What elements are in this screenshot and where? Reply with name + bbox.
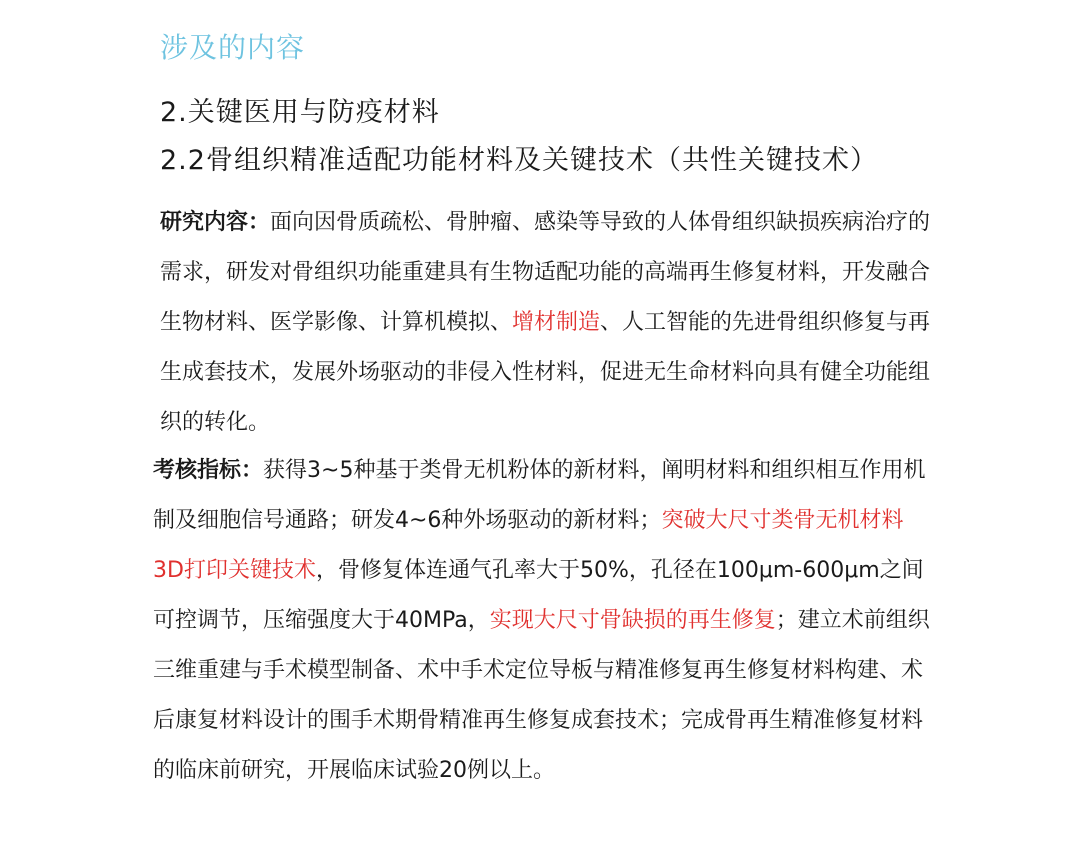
- assessment-highlight: 实现大尺寸骨缺损的再生修复: [489, 608, 776, 633]
- topic-heading: 2.关键医用与防疫材料: [160, 97, 440, 128]
- research-text: 、人工智能的先进骨组织修复与再生成套技术，发展外场驱动的非侵入性材料，促进无生命材料向具有健全功能组织的转化。: [160, 310, 931, 435]
- assessment-label: 考核指标：: [153, 458, 264, 483]
- assessment-highlight: 突破大尺寸类骨无机材料3D打印关键技术: [153, 508, 904, 583]
- section-label: 涉及的内容: [160, 31, 306, 64]
- assessment-paragraph: [153, 446, 933, 796]
- assessment-text: 获得3~5种基于类骨无机粉体的新材料，阐明材料和组织相互作用机制及细胞信号通路；研发4~6种外场驱动的新材料；: [153, 458, 926, 533]
- research-highlight: 增材制造: [512, 310, 601, 335]
- subtopic-heading: 2.2骨组织精准适配功能材料及关键技术（共性关键技术）: [160, 145, 878, 176]
- research-text: 面向因骨质疏松、骨肿瘤、感染等导致的人体骨组织缺损疾病治疗的需求，研发对骨组织功能重建具有生物适配功能的高端再生修复材料，开发融合生物材料、医学影像、计算机模拟、: [160, 210, 931, 335]
- research-content-paragraph: [160, 198, 940, 448]
- research-label: 研究内容：: [160, 210, 271, 235]
- assessment-text: ；建立术前组织三维重建与手术模型制备、术中手术定位导板与精准修复再生修复材料构建、术后康复材料设计的围手术期骨精准再生修复成套技术；完成骨再生精准修复材料的临床前研究，开展临床试验20例以上。: [153, 608, 930, 783]
- assessment-text: ，骨修复体连通气孔率大于50%，孔径在100μm-600μm之间可控调节，压缩强度大于40MPa，: [153, 558, 924, 633]
